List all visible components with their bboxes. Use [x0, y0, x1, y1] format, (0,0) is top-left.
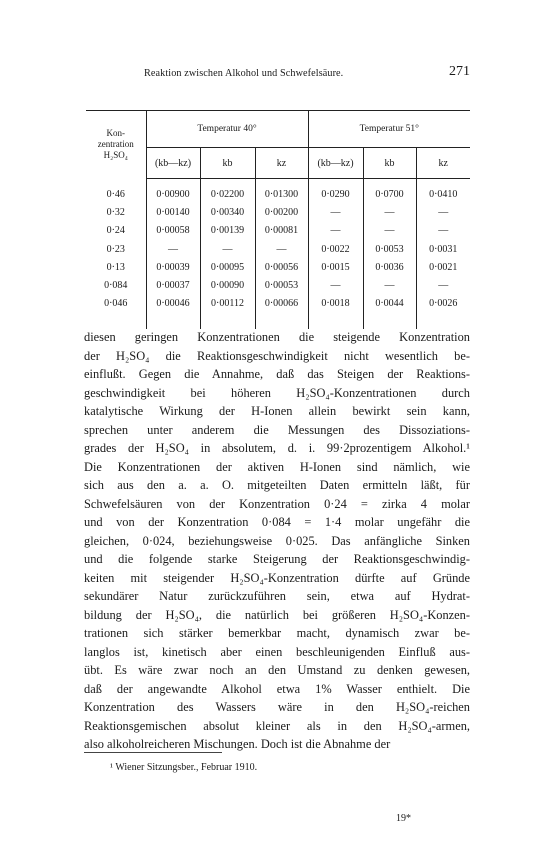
- table-row: [86, 240, 470, 258]
- table-row: [86, 203, 470, 221]
- rate-cell: 0·0015: [308, 258, 363, 276]
- rate-cell: 0·00900: [146, 185, 200, 203]
- sub-header-kz-40: kz: [255, 148, 308, 179]
- text-line: übt. Es wäre zwar noch an den Umstand zu denken gewesen,: [84, 663, 470, 677]
- rate-cell: —: [363, 222, 416, 240]
- sub-header-kb-51: kb: [363, 148, 416, 179]
- rate-cell: 0·0036: [363, 258, 416, 276]
- temperature-40-header: Temperatur 40°: [146, 111, 308, 148]
- text-line: also alkoholreicheren Mischungen. Doch ist die Abnahme der: [84, 737, 391, 751]
- rate-cell: 0·00081: [255, 222, 308, 240]
- rate-cell: 0·00090: [200, 276, 255, 294]
- rate-cell: —: [308, 276, 363, 294]
- rate-cell: 0·00046: [146, 295, 200, 313]
- text-line: daß der angewandte Alkohol etwa 1% Wasser enthielt. Die: [84, 681, 470, 696]
- running-title: Reaktion zwischen Alkohol und Schwefelsäure.: [144, 68, 344, 79]
- concentration-cell: 0·46: [86, 185, 146, 203]
- rate-cell: 0·00200: [255, 203, 308, 221]
- rate-constants-table: [86, 110, 470, 329]
- rate-cell: —: [363, 203, 416, 221]
- text-line: diesen geringen Konzentrationen die steigende Konzentration: [84, 330, 470, 344]
- table-row: [86, 185, 470, 203]
- page-number: 271: [449, 64, 470, 79]
- konzentration-header: Kon- zentration H₂SO₄: [86, 111, 146, 179]
- rate-cell: 0·0053: [363, 240, 416, 258]
- text-line: Konzentration des Wassers wäre in den H₂SO₄-reichen: [84, 700, 470, 714]
- table-body: [86, 179, 470, 330]
- rate-cell: 0·00058: [146, 222, 200, 240]
- text-line: Schwefelsäuren von der Konzentration 0·24 = zirka 4 molar: [84, 496, 470, 511]
- text-line: bildung der H₂SO₄, die natürlich bei größeren H₂SO₄-Konzen-: [84, 607, 470, 622]
- rate-cell: —: [200, 240, 255, 258]
- table-row: [86, 222, 470, 240]
- rate-cell: 0·00340: [200, 203, 255, 221]
- text-line: der H₂SO₄ die Reaktionsgeschwindigkeit nicht wesentlich be-: [84, 348, 470, 363]
- sub-header-kb-minus-kz-40: (kb—kz): [146, 148, 200, 179]
- text-line: katalytische Wirkung der H-Ionen allein bewirkt sein kann,: [84, 404, 470, 418]
- rate-cell: —: [308, 203, 363, 221]
- table-row: [86, 295, 470, 313]
- concentration-cell: 0·046: [86, 295, 146, 313]
- text-line: geschwindigkeit bei höheren H₂SO₄-Konzentrationen durch: [84, 385, 470, 400]
- running-header: [82, 64, 470, 84]
- body-text: [84, 328, 470, 754]
- rate-cell: 0·0700: [363, 185, 416, 203]
- rate-cell: —: [438, 206, 449, 218]
- rate-cell: 0·0026: [429, 298, 458, 310]
- concentration-cell: 0·23: [86, 240, 146, 258]
- sub-header-kb-minus-kz-51: (kb—kz): [308, 148, 363, 179]
- sub-header-kb-40: kb: [200, 148, 255, 179]
- rate-cell: —: [438, 280, 449, 292]
- concentration-cell: 0·084: [86, 276, 146, 294]
- rate-cell: 0·00037: [146, 276, 200, 294]
- sub-header-kz-51: kz: [416, 148, 470, 179]
- rate-cell: 0·01300: [255, 185, 308, 203]
- concentration-cell: 0·32: [86, 203, 146, 221]
- rate-cell: 0·00139: [200, 222, 255, 240]
- text-line: Reaktionsgemischen absolut kleiner als in den H₂SO₄-armen,: [84, 718, 470, 733]
- concentration-cell: 0·24: [86, 222, 146, 240]
- rate-cell: 0·0044: [363, 295, 416, 313]
- rate-cell: 0·00140: [146, 203, 200, 221]
- text-line: einflußt. Gegen die Annahme, daß das Steigen der Reaktions-: [84, 367, 470, 381]
- temperature-51-header: Temperatur 51°: [308, 111, 470, 148]
- footnote: ¹ Wiener Sitzungsber., Februar 1910.: [110, 762, 258, 773]
- rate-cell: 0·00053: [255, 276, 308, 294]
- text-line: grades der H₂SO₄ in absolutem, d. i. 99·2prozentigem Alkohol.¹: [84, 441, 470, 455]
- rate-cell: 0·00112: [200, 295, 255, 313]
- text-line: sprechen unter anderem die Messungen des Dissoziations-: [84, 422, 470, 437]
- concentration-cell: 0·13: [86, 258, 146, 276]
- rate-cell: 0·0290: [308, 185, 363, 203]
- table-row: [86, 276, 470, 294]
- rate-cell: —: [255, 240, 308, 258]
- rate-cell: —: [308, 222, 363, 240]
- text-line: Die Konzentrationen der aktiven H-Ionen sind nämlich, wie: [84, 459, 470, 474]
- text-line: und von der Konzentration 0·084 = 1·4 molar ungefähr die: [84, 515, 470, 529]
- rate-cell: 0·00095: [200, 258, 255, 276]
- rate-cell: —: [146, 240, 200, 258]
- text-line: langlos ist, kinetisch aber einen beschleunigenden Einfluß aus-: [84, 644, 470, 659]
- rate-cell: 0·0021: [429, 261, 458, 273]
- rate-cell: 0·00039: [146, 258, 200, 276]
- rate-cell: 0·0410: [429, 188, 458, 200]
- footnote-rule: [84, 752, 222, 753]
- rate-cell: 0·00056: [255, 258, 308, 276]
- text-line: gleichen, 0·024, beziehungsweise 0·025. Das anfängliche Sinken: [84, 533, 470, 548]
- rate-cell: —: [363, 276, 416, 294]
- rate-cell: 0·02200: [200, 185, 255, 203]
- rate-cell: 0·0018: [308, 295, 363, 313]
- text-line: und die folgende starke Steigerung der Reaktionsgeschwindig-: [84, 552, 470, 566]
- signature-mark: 19*: [396, 813, 411, 824]
- rate-cell: 0·0031: [429, 243, 458, 255]
- text-line: sich aus den a. a. O. mitgeteilten Daten ermitteln läßt, für: [84, 478, 470, 492]
- text-line: keiten mit steigender H₂SO₄-Konzentration dürfte auf Gründe: [84, 570, 470, 585]
- rate-cell: —: [438, 225, 449, 237]
- text-line: sekundärer Natur zurückzuführen sein, etwa auf Hydrat-: [84, 589, 470, 603]
- rate-cell: 0·00066: [255, 295, 308, 313]
- text-line: trationen sich stärker bemerkbar macht, dynamisch zwar be-: [84, 626, 470, 640]
- table-row: [86, 258, 470, 276]
- rate-cell: 0·0022: [308, 240, 363, 258]
